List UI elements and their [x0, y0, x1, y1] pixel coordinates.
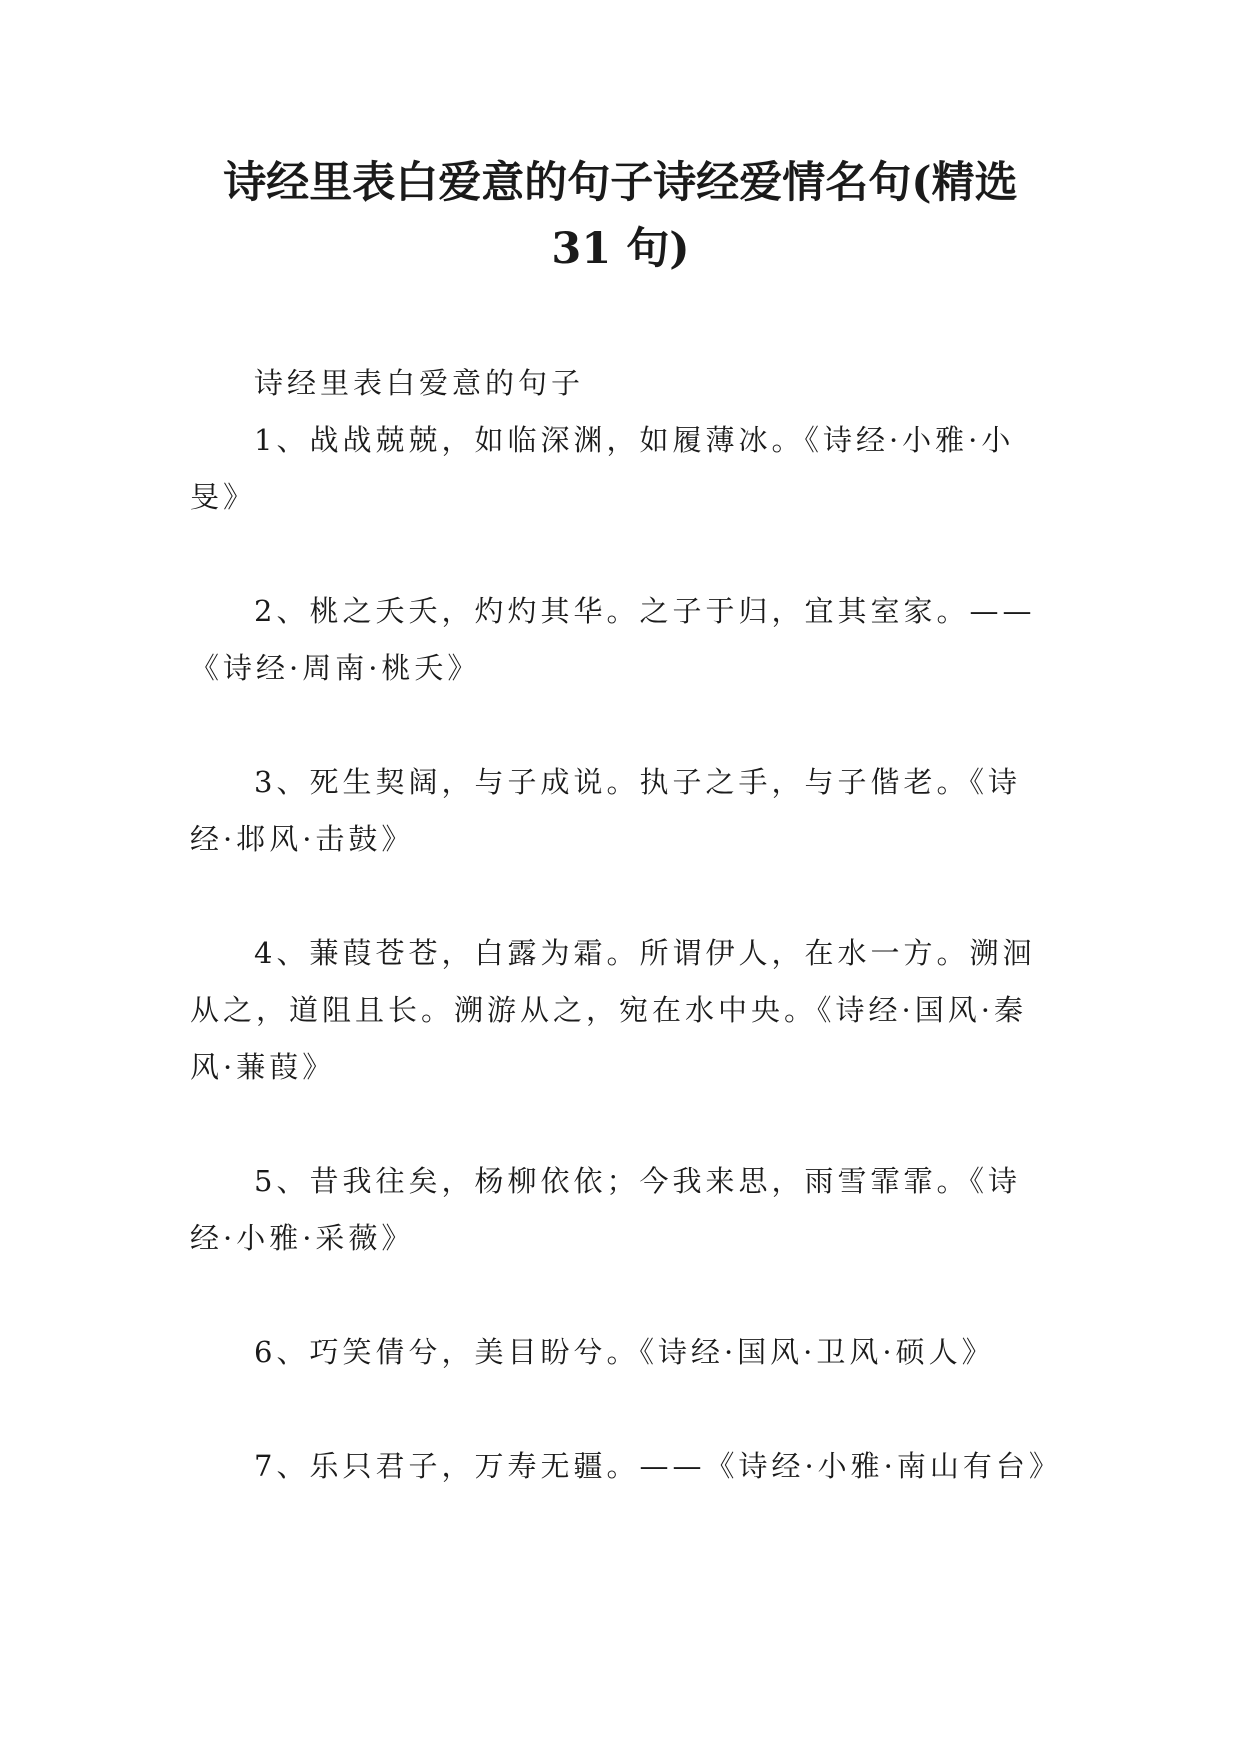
paragraph-gap [190, 526, 1052, 583]
title-line-1: 诗经里表白爱意的句子诗经爱情名句(精选 [223, 158, 1018, 208]
document-title [190, 150, 1051, 282]
paragraph-gap [190, 1096, 1052, 1153]
document-body [190, 355, 1062, 1495]
paragraph-gap [190, 1267, 1052, 1324]
poem-entry-7: 7、乐只君子，万寿无疆。——《诗经·小雅·南山有台》 [254, 1449, 1062, 1483]
title-line-2: 31 句) [551, 224, 690, 274]
poem-entry-5: 5、昔我往矣，杨柳依依；今我来思，雨雪霏霏。《诗经·小雅·采薇》 [190, 1164, 1021, 1255]
paragraph-gap [190, 697, 1052, 754]
poem-entry-4: 4、蒹葭苍苍，白露为霜。所谓伊人，在水一方。溯洄从之，道阻且长。溯游从之，宛在水中央。《诗经·国风·秦风·蒹葭》 [190, 936, 1036, 1084]
poem-entry-6: 6、巧笑倩兮，美目盼兮。《诗经·国风·卫风·硕人》 [254, 1335, 995, 1369]
poem-entry-1: 1、战战兢兢，如临深渊，如履薄冰。《诗经·小雅·小旻》 [190, 423, 1015, 514]
paragraph-gap [190, 868, 1052, 925]
poem-entry-2: 2、桃之夭夭，灼灼其华。之子于归，宜其室家。——《诗经·周南·桃夭》 [190, 594, 1036, 685]
poem-entry-3: 3、死生契阔，与子成说。执子之手，与子偕老。《诗经·邶风·击鼓》 [190, 765, 1021, 856]
intro-heading: 诗经里表白爱意的句子 [254, 366, 585, 400]
paragraph-gap [190, 1381, 1052, 1438]
